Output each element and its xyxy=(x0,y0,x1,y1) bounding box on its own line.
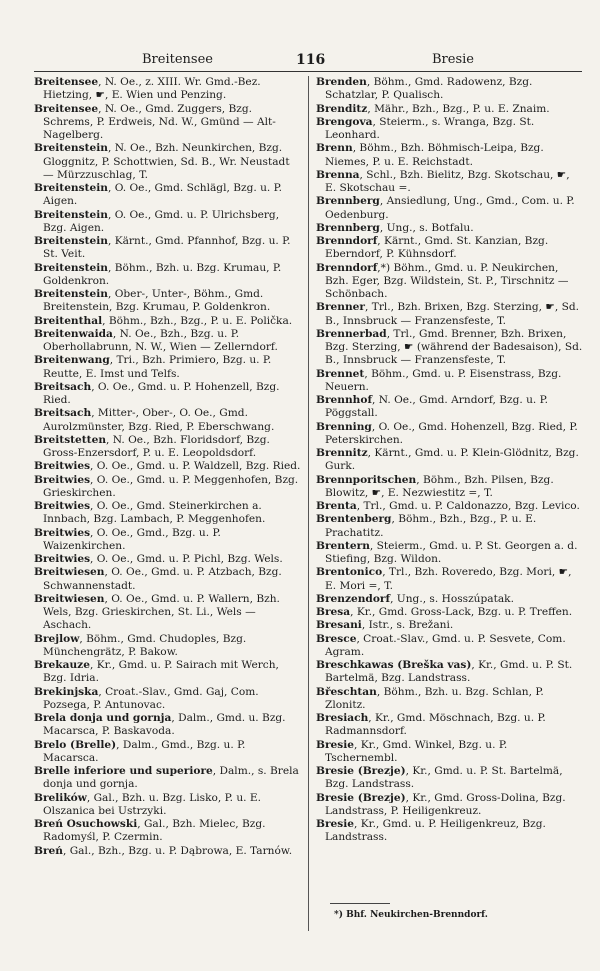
gazetteer-entry: Brelo (Brelle), Dalm., Gmd., Bzg. u. P. Macarsca. xyxy=(34,738,246,764)
gazetteer-entry: Breń Osuchowski, Gal., Bzh. Mielec, Bzg. Radomyśl, P. Czermin. xyxy=(34,818,266,844)
gazetteer-entry: Bresani, Istr., s. Brežani. xyxy=(316,619,454,632)
gazetteer-entry: Breitenstein, Böhm., Bzh. u. Bzg. Krumau, P. Goldenkron. xyxy=(34,261,282,287)
gazetteer-entry: Brenta, Trl., Gmd. u. P. Caldonazzo, Bzg. Levico. xyxy=(316,500,580,512)
gazetteer-entry: Brentonico, Trl., Bzh. Roveredo, Bzg. Mori, ☛, E. Mori =, T. xyxy=(316,566,572,592)
gazetteer-entry: Breitenstein, O. Oe., Gmd. Schlägl, Bzg. u. P. Aigen. xyxy=(34,182,282,208)
gazetteer-entry: Breitensee, N. Oe., z. XIII. Wr. Gmd.-Bez. Hietzing, ☛, E. Wien und Penzing. xyxy=(34,76,261,102)
gazetteer-entry: Brennhof, N. Oe., Gmd. Arndorf, Bzg. u. P. Pöggstall. xyxy=(316,394,548,420)
page-header xyxy=(34,52,582,68)
gazetteer-entry: Bresie, Kr., Gmd. u. P. Heiligenkreuz, Bzg. Landstrass. xyxy=(316,818,546,844)
gazetteer-entry: Brekauze, Kr., Gmd. u. P. Sairach mit Werch, Bzg. Idria. xyxy=(34,659,279,685)
footnote-rule xyxy=(330,903,390,904)
gazetteer-entry: Breitenstein, Ober-, Unter-, Böhm., Gmd. Breitenstein, Bzg. Krumau, P. Goldenkron. xyxy=(34,288,271,314)
gazetteer-entry: Brenner, Trl., Bzh. Brixen, Bzg. Sterzing, ☛, Sd. B., Innsbruck — Franzensfeste, T. xyxy=(316,301,580,327)
gazetteer-entry: Breitstetten, N. Oe., Bzh. Floridsdorf, Bzg. Gross-Enzersdorf, P. u. E. Leopoldsdorf. xyxy=(34,433,270,459)
gazetteer-entry: Breschkawas (Breška vas), Kr., Gmd. u. P. St. Bartelmä, Bzg. Landstrass. xyxy=(316,659,573,685)
column-divider xyxy=(308,76,309,931)
gazetteer-entry: Brentern, Steierm., Gmd. u. P. St. Georgen a. d. Stiefing, Bzg. Wildon. xyxy=(316,539,578,565)
gazetteer-entry: Breitensee, N. Oe., Gmd. Zuggers, Bzg. Schrems, P. Erdweis, Nd. W., Gmünd — Alt-Nagelberg. xyxy=(34,102,276,141)
gazetteer-entry: Brennporitschen, Böhm., Bzh. Pilsen, Bzg. Blowitz, ☛, E. Nezwiestitz =, T. xyxy=(316,473,554,499)
gazetteer-entry: Breń, Gal., Bzh., Bzg. u. P. Dąbrowa, E. Tarnów. xyxy=(34,844,293,857)
gazetteer-entry: Breitwiesen, O. Oe., Gmd. u. P. Atzbach, Bzg. Schwannenstadt. xyxy=(34,566,282,592)
gazetteer-entry: Brenditz, Mähr., Bzh., Bzg., P. u. E. Znaim. xyxy=(316,102,550,115)
running-head-left: Breitensee xyxy=(142,52,213,67)
gazetteer-entry: Brenn, Böhm., Bzh. Böhmisch-Leipa, Bzg. Niemes, P. u. E. Reichstadt. xyxy=(316,142,544,168)
gazetteer-entry: Břeschtan, Böhm., Bzh. u. Bzg. Schlan, P. Zlonitz. xyxy=(316,685,544,711)
gazetteer-entry: Brenndorf, Kärnt., Gmd. St. Kanzian, Bzg. Eberndorf, P. Kühnsdorf. xyxy=(316,235,549,261)
gazetteer-entry: Brenndorf,*) Böhm., Gmd. u. P. Neukirchen, Bzh. Eger, Bzg. Wildstein, St. P., Tirschnitz — Schönbach. xyxy=(316,261,569,300)
gazetteer-entry: Breitenwang, Tri., Bzh. Primiero, Bzg. u. P. Reutte, E. Imst und Telfs. xyxy=(34,354,272,380)
gazetteer-entry: Brennberg, Ansiedlung, Ung., Gmd., Com. u. P. Oedenburg. xyxy=(316,195,575,221)
gazetteer-entry: Brekinjska, Croat.-Slav., Gmd. Gaj, Com. Pozsega, P. Antunovac. xyxy=(34,685,259,711)
gazetteer-entry: Breitwies, O. Oe., Gmd. u. P. Meggenhofen, Bzg. Grieskirchen. xyxy=(34,473,299,499)
gazetteer-entry: Brenning, O. Oe., Gmd. Hohenzell, Bzg. Ried, P. Peterskirchen. xyxy=(316,420,578,446)
gazetteer-entry: Breitenstein, Kärnt., Gmd. Pfannhof, Bzg. u. P. St. Veit. xyxy=(34,235,291,261)
gazetteer-entry: Bresce, Croat.-Slav., Gmd. u. P. Sesvete, Com. Agram. xyxy=(316,632,566,658)
gazetteer-entry: Breitenthal, Böhm., Bzh., Bzg., P. u. E. Polička. xyxy=(34,314,293,327)
gazetteer-entry: Brejlow, Böhm., Gmd. Chudoples, Bzg. Münchengrätz, P. Bakow. xyxy=(34,632,247,658)
running-head-right: Bresie xyxy=(432,52,474,67)
gazetteer-entry: Bresie, Kr., Gmd. Winkel, Bzg. u. P. Tschernembl. xyxy=(316,738,508,764)
gazetteer-entry: Bresiach, Kr., Gmd. Möschnach, Bzg. u. P. Radmannsdorf. xyxy=(316,712,546,738)
gazetteer-entry: Breitsach, Mitter-, Ober-, O. Oe., Gmd. Aurolzmünster, Bzg. Ried, P. Eberschwang. xyxy=(34,407,275,433)
gazetteer-entry: Breitenstein, N. Oe., Bzh. Neunkirchen, Bzg. Gloggnitz, P. Schottwien, Sd. B., Wr. Neustadt — Mürzzuschlag, T. xyxy=(34,142,290,181)
left-column xyxy=(34,76,301,858)
gazetteer-entry: Brennitz, Kärnt., Gmd. u. P. Klein-Glödnitz, Bzg. Gurk. xyxy=(316,447,579,473)
gazetteer-entry: Breitwies, O. Oe., Gmd., Bzg. u. P. Waizenkirchen. xyxy=(34,526,221,552)
gazetteer-entry: Breitwies, O. Oe., Gmd. u. P. Pichl, Bzg. Wels. xyxy=(34,553,283,565)
header-rule xyxy=(34,71,582,72)
page-number: 116 xyxy=(296,52,326,68)
footnote: *) Bhf. Neukirchen-Brenndorf. xyxy=(334,910,488,920)
gazetteer-entry: Breitwies, O. Oe., Gmd. u. P. Waldzell, Bzg. Ried. xyxy=(34,460,301,473)
gazetteer-entry: Brenna, Schl., Bzh. Bielitz, Bzg. Skotschau, ☛, E. Skotschau =. xyxy=(316,168,570,194)
gazetteer-entry: Brenden, Böhm., Gmd. Radowenz, Bzg. Schatzlar, P. Qualisch. xyxy=(316,76,533,102)
gazetteer-entry: Brengova, Steierm., s. Wranga, Bzg. St. Leonhard. xyxy=(316,115,535,141)
gazetteer-entry: Bresie (Brezje), Kr., Gmd. Gross-Dolina, Bzg. Landstrass, P. Heiligenkreuz. xyxy=(316,791,566,817)
gazetteer-entry: Bresa, Kr., Gmd. Gross-Lack, Bzg. u. P. Treffen. xyxy=(316,606,573,618)
gazetteer-entry: Bresie (Brezje), Kr., Gmd. u. P. St. Bartelmä, Bzg. Landstrass. xyxy=(316,765,563,791)
gazetteer-entry: Breitsach, O. Oe., Gmd. u. P. Hohenzell, Bzg. Ried. xyxy=(34,380,280,406)
gazetteer-entry: Breitenstein, O. Oe., Gmd. u. P. Ulrichsberg, Bzg. Aigen. xyxy=(34,208,280,234)
gazetteer-entry: Brennberg, Ung., s. Botfalu. xyxy=(316,221,474,234)
gazetteer-entry: Brelików, Gal., Bzh. u. Bzg. Lisko, P. u. E. Olszanica bei Ustrzyki. xyxy=(34,791,261,817)
gazetteer-entry: Brenzendorf, Ung., s. Hosszúpatak. xyxy=(316,592,514,605)
gazetteer-entry: Breitwiesen, O. Oe., Gmd. u. P. Wallern, Bzh. Wels, Bzg. Grieskirchen, St. Li., Wels — Aschach. xyxy=(34,592,280,632)
gazetteer-entry: Brelle inferiore und superiore, Dalm., s. Brela donja und gornja. xyxy=(34,765,299,791)
gazetteer-entry: Breitenwaida, N. Oe., Bzh., Bzg. u. P. Oberhollabrunn, N. W., Wien — Zellerndorf. xyxy=(34,327,278,353)
gazetteer-entry: Brennerbad, Trl., Gmd. Brenner, Bzh. Brixen, Bzg. Sterzing, ☛ (während der Badesaison), Sd. B., Innsbruck — Franzensfeste, T. xyxy=(316,327,583,367)
gazetteer-entry: Brela donja und gornja, Dalm., Gmd. u. Bzg. Macarsca, P. Baskavoda. xyxy=(34,712,286,738)
gazetteer-entry: Breitwies, O. Oe., Gmd. Steinerkirchen a. Innbach, Bzg. Lambach, P. Meggenhofen. xyxy=(34,500,266,526)
gazetteer-entry: Brennet, Böhm., Gmd. u. P. Eisenstrass, Bzg. Neuern. xyxy=(316,367,562,393)
right-column xyxy=(316,76,583,845)
gazetteer-entry: Brentenberg, Böhm., Bzh., Bzg., P. u. E. Prachatitz. xyxy=(316,513,537,539)
